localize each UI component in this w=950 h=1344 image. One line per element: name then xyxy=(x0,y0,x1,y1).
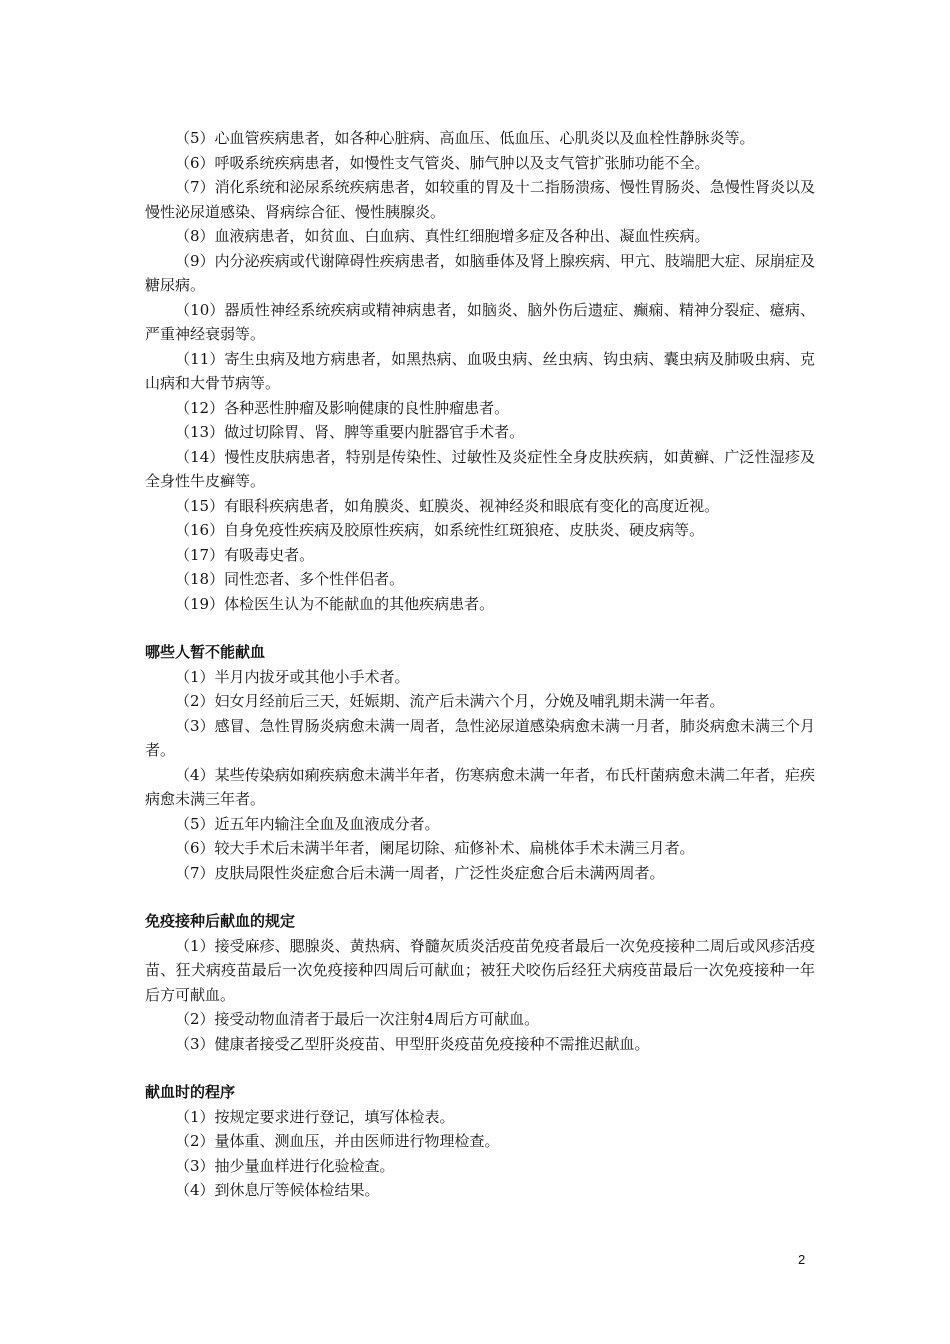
list-item: （16）自身免疫性疾病及胶原性疾病，如系统性红斑狼疮、皮肤炎、硬皮病等。 xyxy=(175,521,705,539)
list-item: （5）心血管疾病患者，如各种心脏病、高血压、低血压、心肌炎以及血栓性静脉炎等。 xyxy=(175,129,755,147)
list-item: （15）有眼科疾病患者，如角膜炎、虹膜炎、视神经炎和眼底有变化的高度近视。 xyxy=(175,496,720,515)
list-item: （6）较大手术后未满半年者，阑尾切除、疝修补术、扁桃体手术未满三月者。 xyxy=(175,839,695,857)
list-item: （7）消化系统和泌尿系统疾病患者，如较重的胃及十二指肠溃疡、慢性胃肠炎、急慢性肾炎以及慢性泌尿道感染、肾病综合征、慢性胰腺炎。 xyxy=(145,178,815,221)
list-item: （4）到休息厅等候体检结果。 xyxy=(175,1181,380,1199)
list-item: （3）感冒、急性胃肠炎病愈未满一周者，急性泌尿道感染病愈未满一月者，肺炎病愈未满三个月者。 xyxy=(145,716,815,759)
list-item: （4）某些传染病如痢疾病愈未满半年者，伤寒病愈未满一年者，布氏杆菌病愈未满二年者，疟疾病愈未满三年者。 xyxy=(145,765,815,808)
list-item: （18）同性恋者、多个性伴侣者。 xyxy=(175,570,405,588)
list-item: （19）体检医生认为不能献血的其他疾病患者。 xyxy=(175,594,495,613)
list-item: （2）量体重、测血压，并由医师进行物理检查。 xyxy=(175,1132,500,1150)
document-body xyxy=(145,126,815,1203)
list-item: （6）呼吸系统疾病患者，如慢性支气管炎、肺气肿以及支气管扩张肺功能不全。 xyxy=(175,153,710,172)
section-heading: 献血时的程序 xyxy=(145,1083,236,1101)
list-item: （7）皮肤局限性炎症愈合后未满一周者，广泛性炎症愈合后未满两周者。 xyxy=(175,863,665,882)
section-temporary-deferral xyxy=(145,640,815,885)
list-item: （1）按规定要求进行登记，填写体检表。 xyxy=(175,1107,455,1126)
list-item: （13）做过切除胃、肾、脾等重要内脏器官手术者。 xyxy=(175,423,525,441)
section-spacer xyxy=(145,616,815,640)
section-donation-procedure xyxy=(145,1080,815,1203)
list-item: （8）血液病患者，如贫血、白血病、真性红细胞增多症及各种出、凝血性疾病。 xyxy=(175,227,710,245)
list-item: （9）内分泌疾病或代谢障碍性疾病患者，如脑垂体及肾上腺疾病、甲亢、肢端肥大症、尿崩症及糖尿病。 xyxy=(145,251,815,294)
list-item: （1）接受麻疹、腮腺炎、黄热病、脊髓灰质炎活疫苗免疫者最后一次免疫接种二周后或风疹活疫苗、狂犬病疫苗最后一次免疫接种四周后可献血；被狂犬咬伤后经狂犬病疫苗最后一次免疫接种一年后方可献血。 xyxy=(145,936,815,1004)
section-spacer xyxy=(145,885,815,909)
section-spacer xyxy=(145,1056,815,1080)
list-item: （2）接受动物血清者于最后一次注射4周后方可献血。 xyxy=(175,1010,540,1028)
section-heading: 免疫接种后献血的规定 xyxy=(145,912,296,930)
section-ineligible-diseases xyxy=(145,126,815,616)
list-item: （14）慢性皮肤病患者，特别是传染性、过敏性及炎症性全身皮肤疾病，如黄癣、广泛性湿疹及全身性牛皮癣等。 xyxy=(145,447,815,490)
list-item: （11）寄生虫病及地方病患者，如黑热病、血吸虫病、丝虫病、钩虫病、囊虫病及肺吸虫病、克山病和大骨节病等。 xyxy=(145,349,815,392)
list-item: （3）抽少量血样进行化验检查。 xyxy=(175,1156,395,1175)
section-heading: 哪些人暂不能献血 xyxy=(145,643,266,661)
list-item: （17）有吸毒史者。 xyxy=(175,545,315,564)
section-vaccination-rules xyxy=(145,909,815,1056)
list-item: （3）健康者接受乙型肝炎疫苗、甲型肝炎疫苗免疫接种不需推迟献血。 xyxy=(175,1034,650,1053)
list-item: （2）妇女月经前后三天，妊娠期、流产后未满六个月，分娩及哺乳期未满一年者。 xyxy=(175,692,725,710)
list-item: （12）各种恶性肿瘤及影响健康的良性肿瘤患者。 xyxy=(175,398,510,417)
page-number: 2 xyxy=(798,1252,806,1267)
list-item: （1）半月内拔牙或其他小手术者。 xyxy=(175,667,410,686)
list-item: （10）器质性神经系统疾病或精神病患者，如脑炎、脑外伤后遗症、癫痫、精神分裂症、癔病、严重神经衰弱等。 xyxy=(145,300,815,343)
list-item: （5）近五年内输注全血及血液成分者。 xyxy=(175,814,440,833)
